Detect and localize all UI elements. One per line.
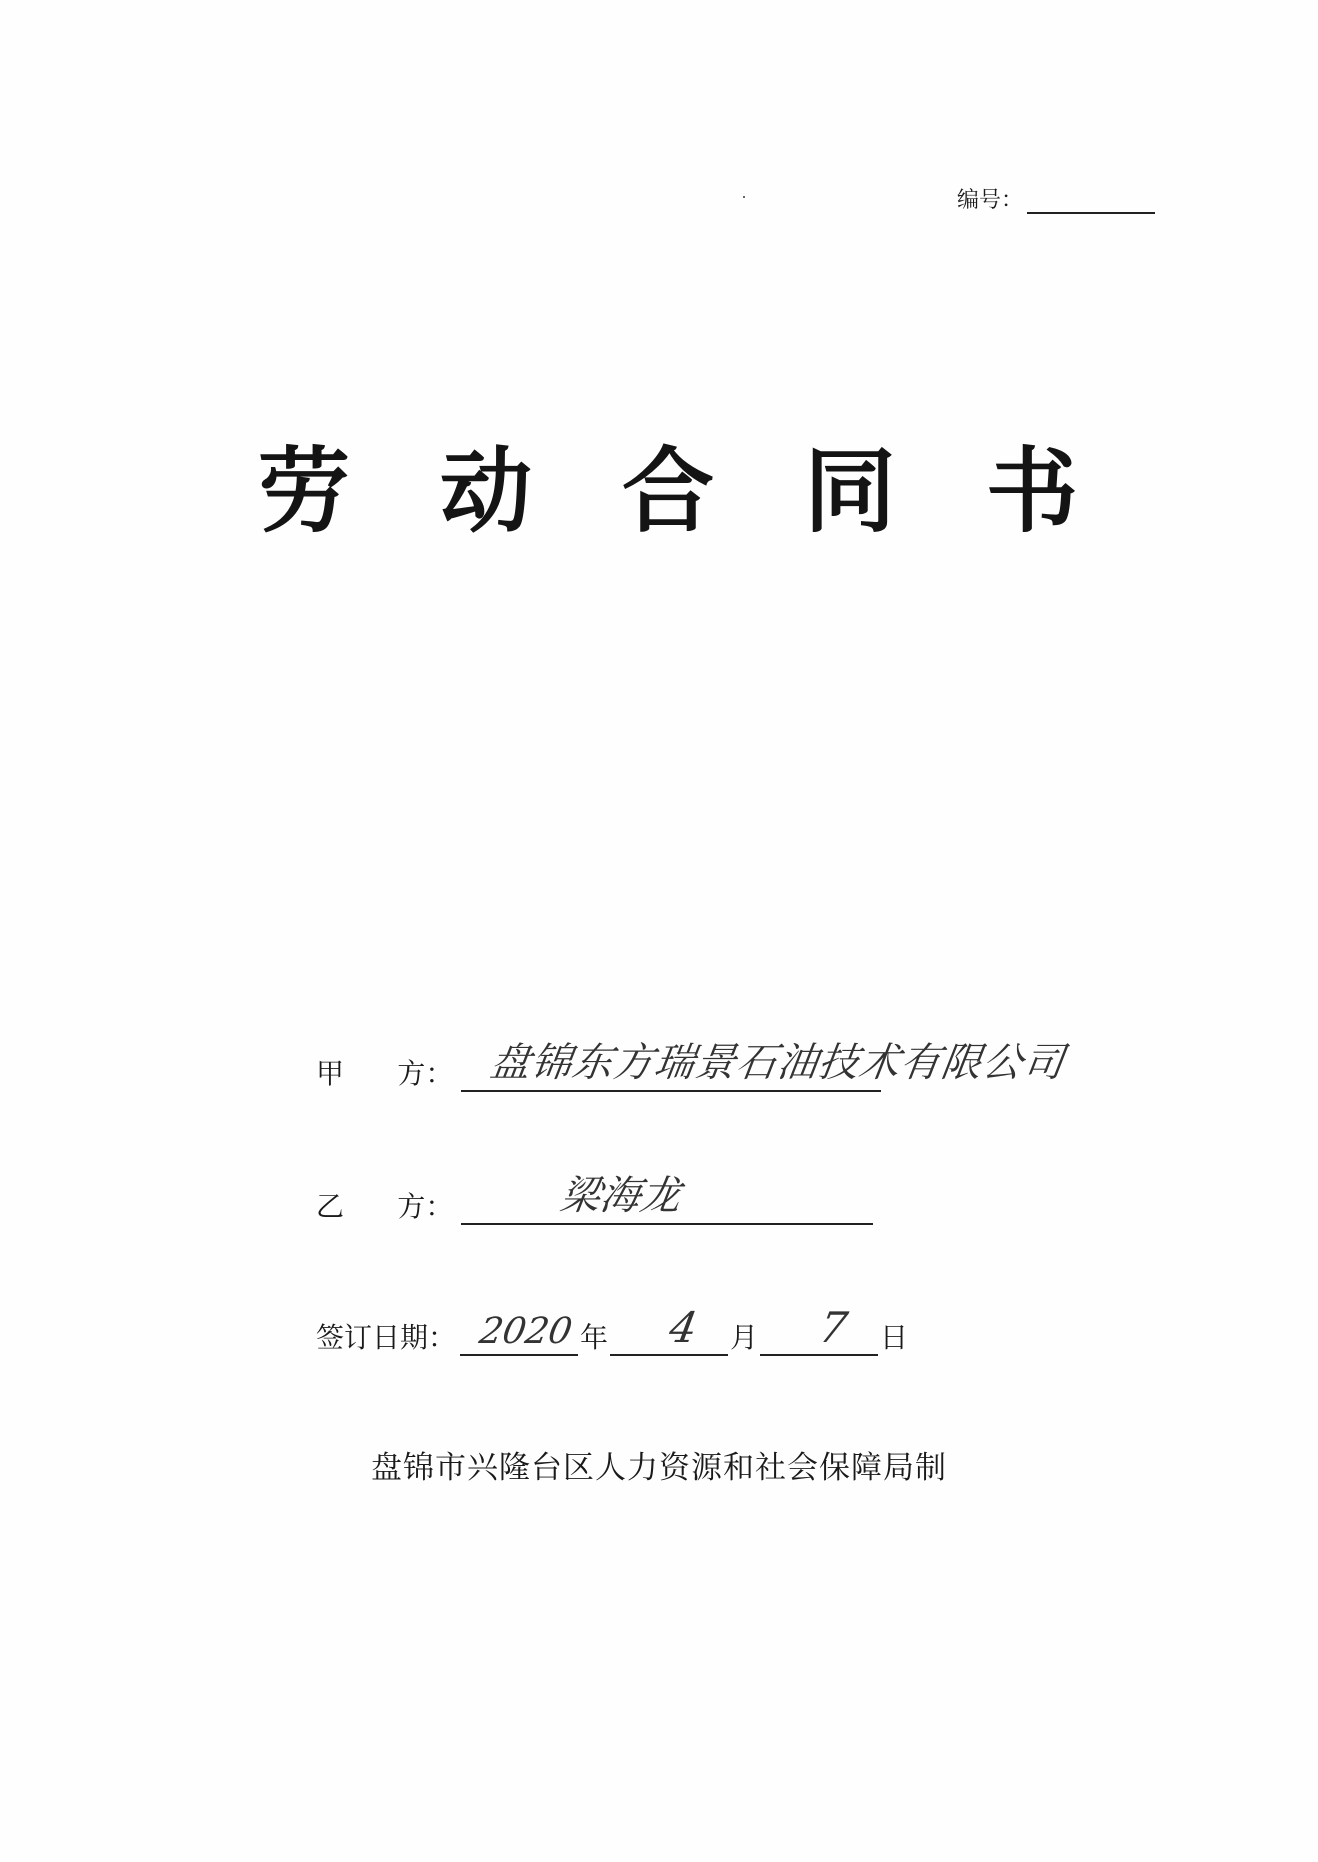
month-unit: 月 bbox=[730, 1321, 759, 1354]
party-a-handwritten-value: 盘锦东方瑞景石油技术有限公司 bbox=[487, 1040, 1069, 1086]
day-blank bbox=[760, 1303, 878, 1356]
serial-number-row bbox=[957, 183, 1155, 214]
party-b-label: 乙 方： bbox=[316, 1190, 454, 1223]
title-char-5: 书 bbox=[985, 438, 1078, 545]
party-a-blank bbox=[461, 1040, 1069, 1092]
issuer-footer: 盘锦市兴隆台区人力资源和社会保障局制 bbox=[371, 1450, 947, 1486]
party-b-blank bbox=[461, 1173, 873, 1225]
party-a-label: 甲 方： bbox=[316, 1057, 454, 1090]
title-char-4: 同 bbox=[803, 438, 896, 545]
party-a-row bbox=[316, 1040, 1069, 1092]
serial-number-blank bbox=[1027, 190, 1155, 214]
serial-number-label: 编号： bbox=[957, 188, 1024, 213]
party-b-handwritten-value: 梁海龙 bbox=[557, 1173, 685, 1219]
document-title bbox=[258, 418, 1078, 550]
sign-date-row bbox=[316, 1303, 910, 1356]
sign-date-label: 签订日期： bbox=[316, 1321, 457, 1354]
month-blank bbox=[610, 1303, 728, 1356]
title-char-2: 动 bbox=[439, 438, 532, 545]
year-blank bbox=[460, 1312, 578, 1356]
month-handwritten-value: 4 bbox=[665, 1303, 702, 1352]
party-b-row bbox=[316, 1173, 873, 1225]
year-handwritten-value: 2020 bbox=[476, 1311, 576, 1352]
title-char-1: 劳 bbox=[258, 438, 351, 545]
day-handwritten-value: 7 bbox=[815, 1303, 852, 1352]
day-unit: 日 bbox=[880, 1321, 909, 1354]
title-char-3: 合 bbox=[621, 438, 714, 545]
scan-speck bbox=[743, 196, 745, 198]
year-unit: 年 bbox=[580, 1321, 609, 1354]
